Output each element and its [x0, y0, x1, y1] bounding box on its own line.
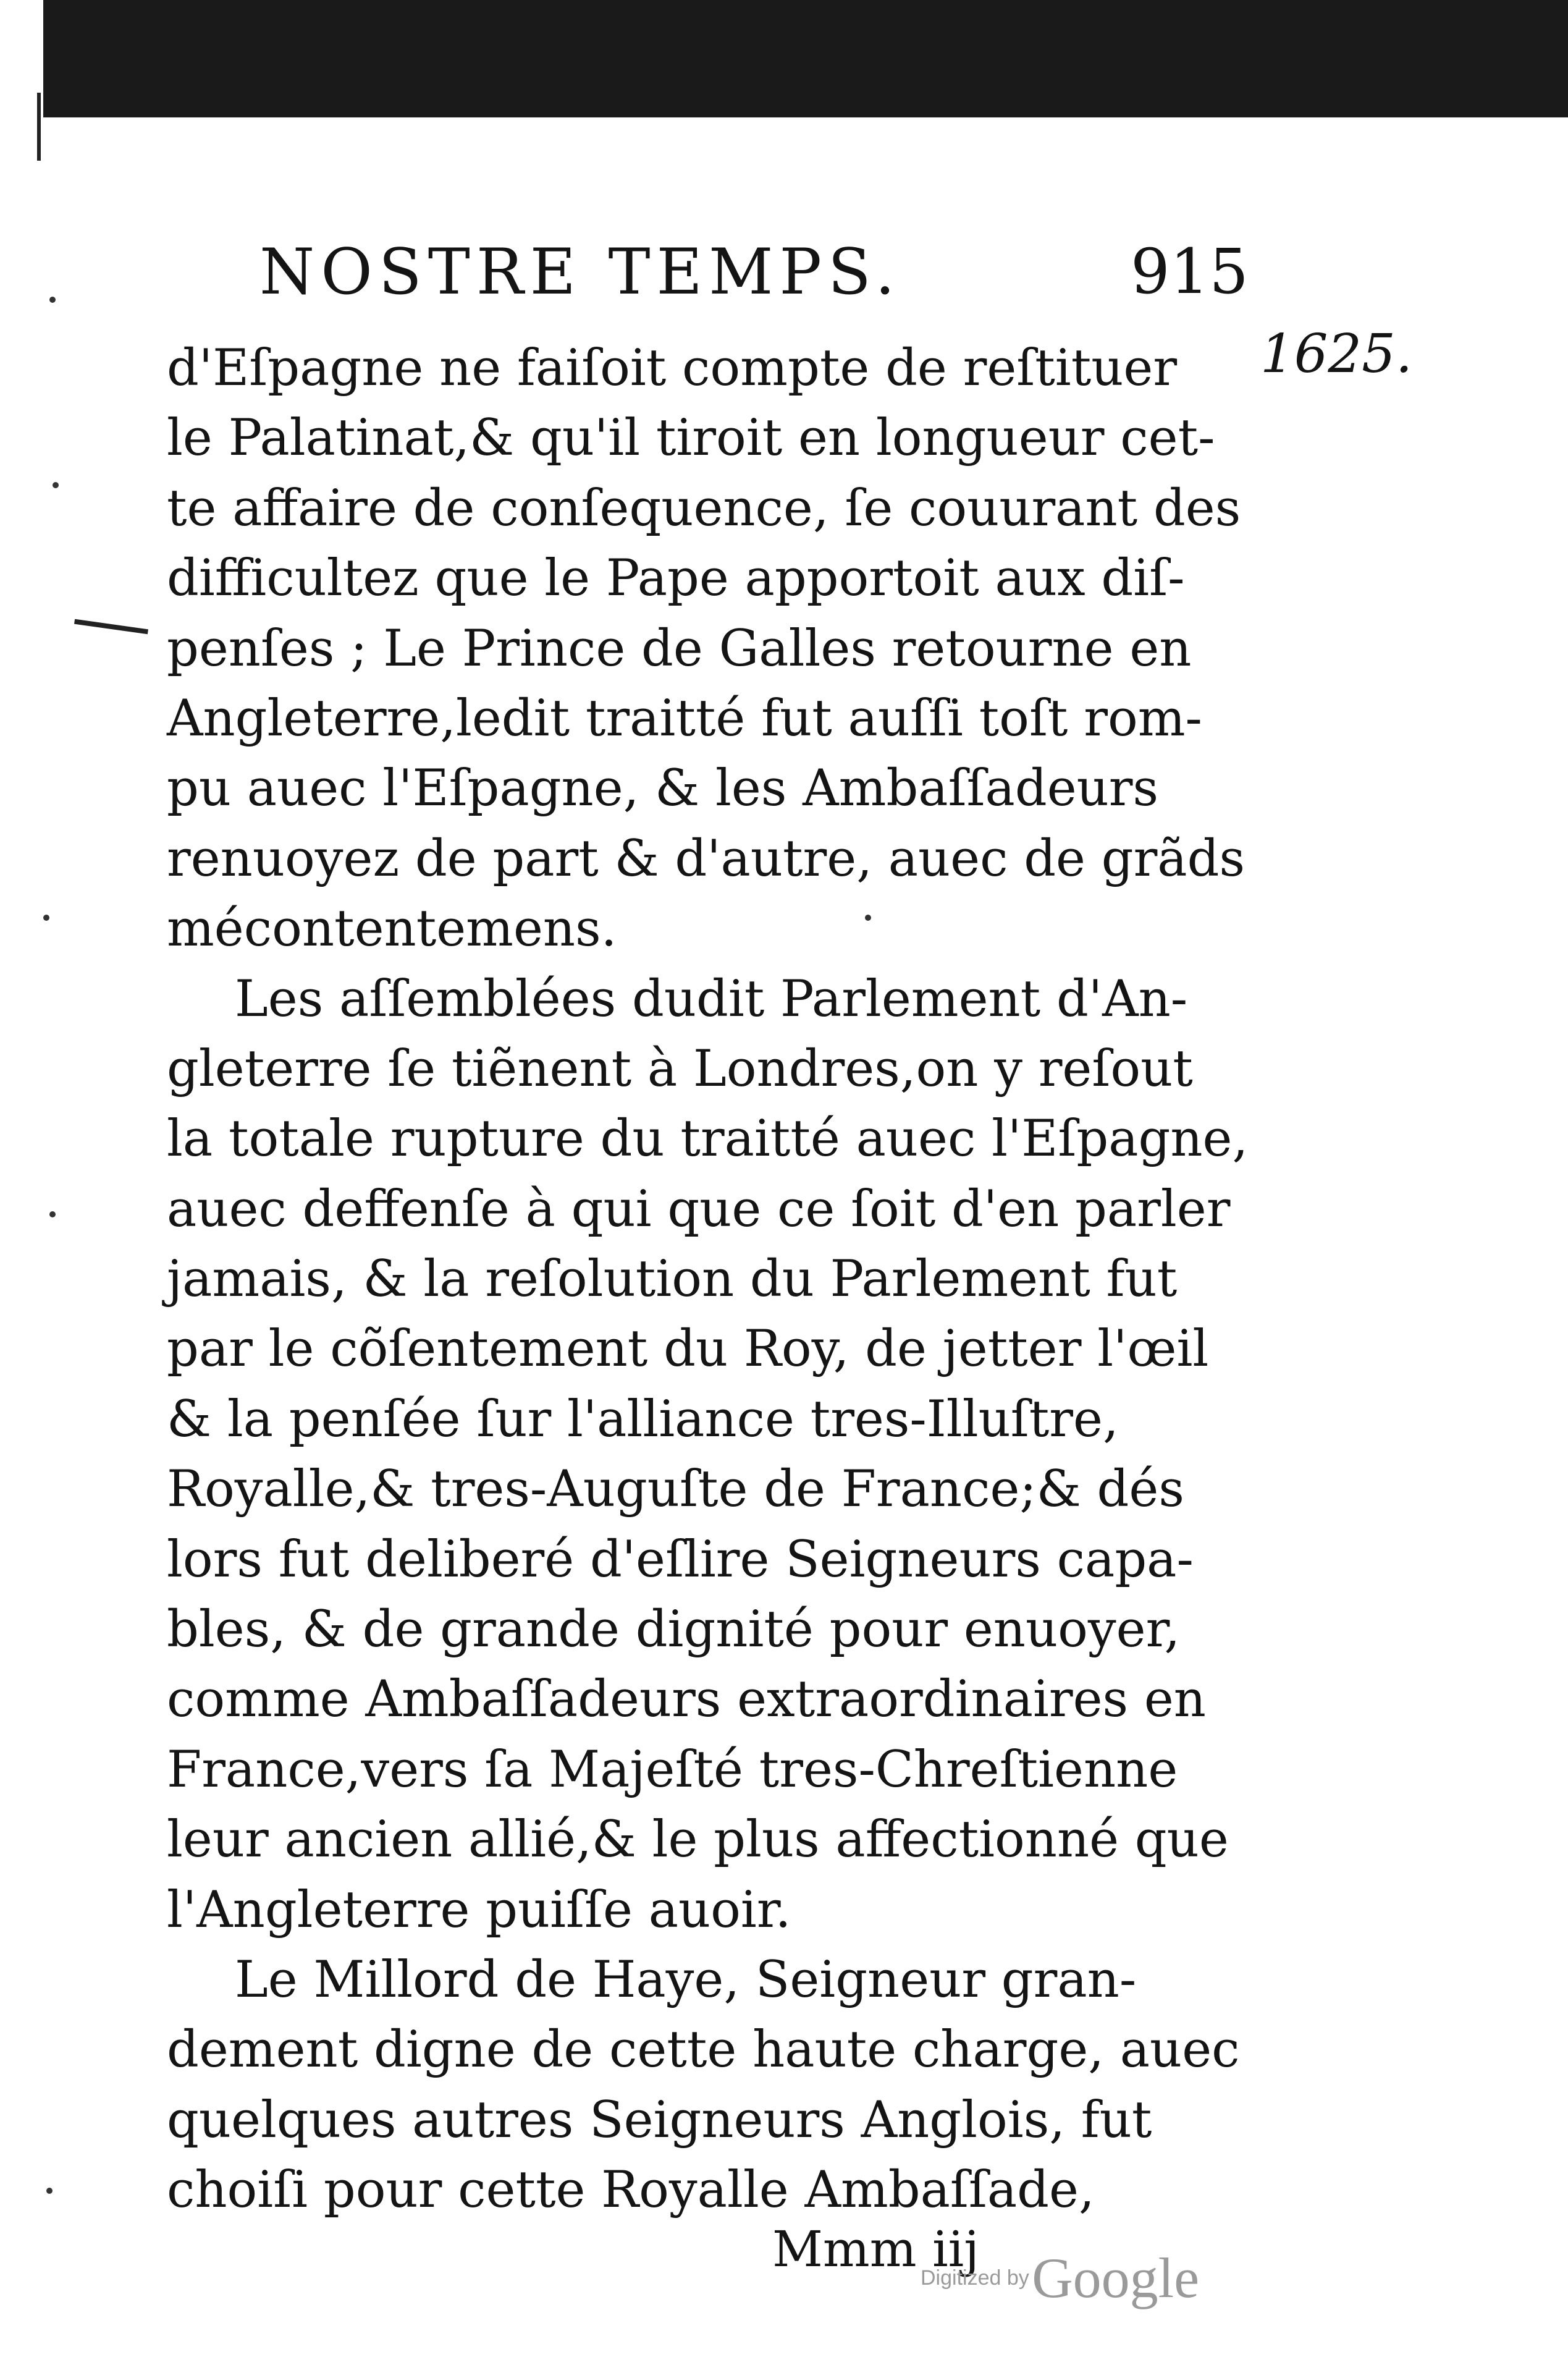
text-line: par le cõſentement du Roy, de jetter l'œil [167, 1320, 1209, 1379]
text-line: jamais, & la reſolution du Parlement fut [167, 1250, 1178, 1309]
text-line: auec deffenſe à qui que ce ſoit d'en parler [167, 1180, 1231, 1238]
text-line: te affaire de conſequence, ſe couurant des [167, 479, 1241, 538]
text-line: dement digne de cette haute charge, auec [167, 2021, 1240, 2080]
watermark-logo: Google [1032, 2246, 1200, 2309]
text-line: choiſi pour cette Royalle Ambaſſade, [167, 2161, 1095, 2220]
margin-year-note: 1625. [1260, 323, 1413, 385]
signature-mark: Mmm iij [772, 2220, 980, 2278]
text-line: Angleterre,ledit traitté fut auſſi toſt rom- [167, 689, 1202, 748]
text-line: Royalle,& tres-Auguſte de France;& dés [167, 1460, 1184, 1519]
text-line: comme Ambaſſadeurs extraordinaires en [167, 1670, 1206, 1729]
text-line: la totale rupture du traitté auec l'Eſpagne, [167, 1110, 1249, 1169]
text-line: bles, & de grande dignité pour enuoyer, [167, 1601, 1181, 1659]
text-line: renuoyez de part & d'autre, auec de grãds [167, 829, 1246, 888]
gutter-mark [37, 93, 41, 161]
text-line: le Palatinat,& qu'il tiroit en longueur cet- [167, 409, 1215, 468]
text-line: pu auec l'Eſpagne, & les Ambaſſadeurs [167, 760, 1159, 818]
text-line: France,vers ſa Majeſté tres-Chreſtienne [167, 1740, 1178, 1799]
text-line: gleterre ſe tiẽnent à Londres,on y reſout [167, 1039, 1193, 1098]
margin-speck [49, 297, 56, 303]
text-line: d'Eſpagne ne faiſoit compte de reſtituer [167, 339, 1178, 397]
scan-top-border [43, 0, 1568, 117]
digitization-watermark [921, 2246, 1200, 2309]
margin-speck [49, 1211, 56, 1217]
text-line: penſes ; Le Prince de Galles retourne en [167, 619, 1192, 678]
margin-pointer-mark [74, 619, 148, 635]
text-line: leur ancien allié,& le plus affectionné que [167, 1811, 1229, 1869]
paragraph-start-line: Le Millord de Haye, Seigneur gran- [235, 1950, 1137, 2009]
text-line: & la penſée ſur l'alliance tres-Illuſtre, [167, 1390, 1119, 1449]
running-title: NOSTRE TEMPS. [259, 235, 901, 309]
margin-speck [46, 2188, 53, 2194]
text-line: mécontentemens. [167, 900, 617, 958]
margin-speck [43, 915, 49, 921]
text-line: quelques autres Seigneurs Anglois, fut [167, 2091, 1152, 2149]
text-line: l'Angleterre puiſſe auoir. [167, 1881, 791, 1939]
body-text [167, 334, 1249, 2226]
text-line: lors fut deliberé d'eſlire Seigneurs capa- [167, 1530, 1194, 1589]
page-number: 915 [1131, 235, 1249, 308]
text-line: difficultez que le Pape apportoit aux diſ- [167, 549, 1185, 608]
watermark-prefix: Digitized by [921, 2266, 1029, 2290]
margin-speck [53, 482, 59, 488]
paragraph-start-line: Les aſſemblées dudit Parlement d'An- [235, 970, 1188, 1028]
